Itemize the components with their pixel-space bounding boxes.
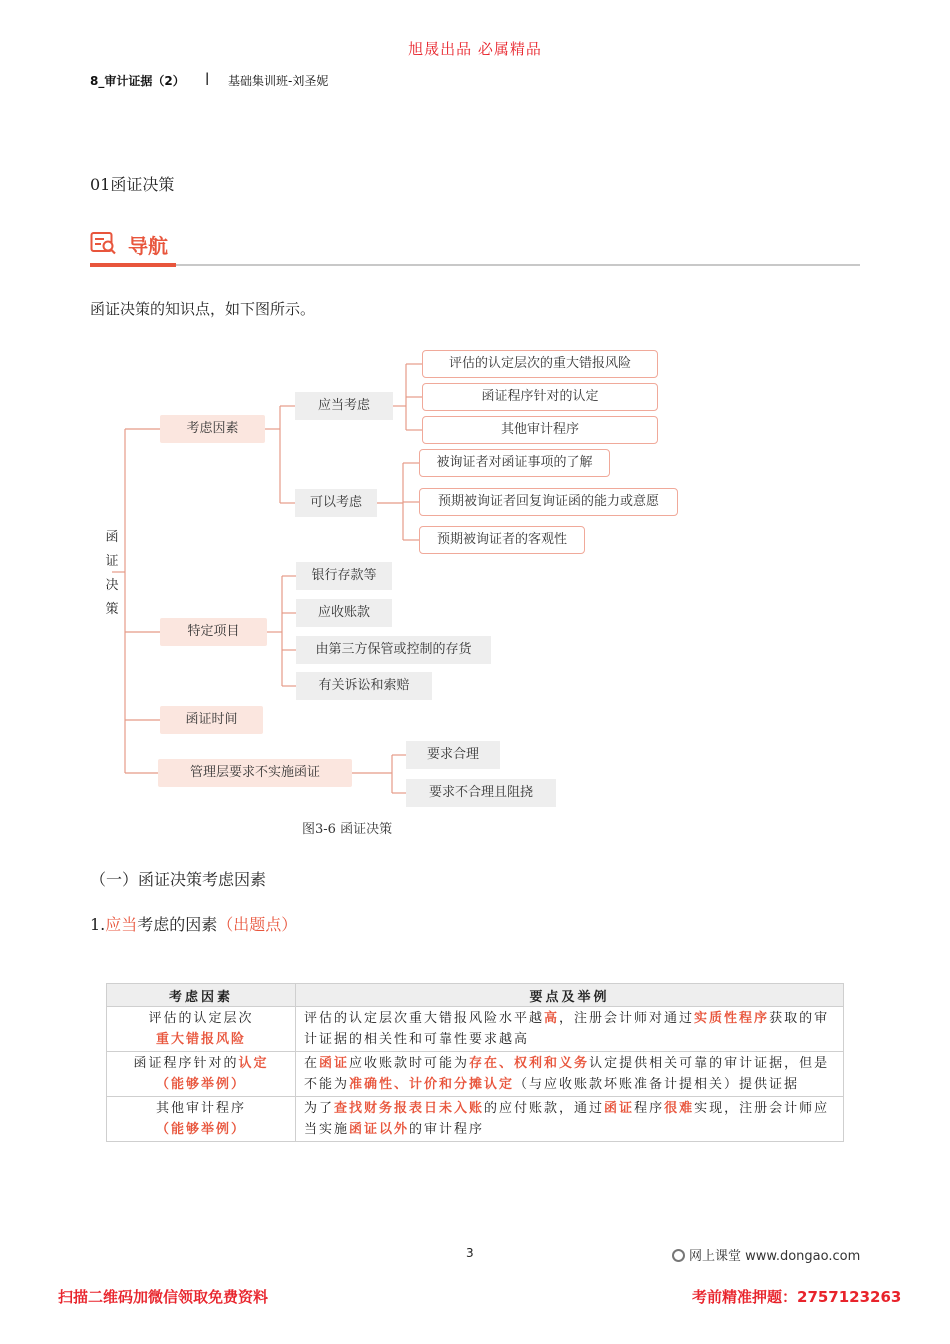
table-cell: 其他审计程序 （能够举例）	[107, 1097, 296, 1142]
node-should: 应当考虑	[295, 392, 393, 420]
nav-divider-accent	[90, 263, 176, 267]
node-should-item: 其他审计程序	[422, 416, 658, 444]
node-specific-item: 由第三方保管或控制的存货	[296, 636, 491, 664]
table-cell: 为了查找财务报表日未入账的应付账款，通过函证程序很难实现，注册会计师应当实施函证以外的审计程序	[296, 1097, 844, 1142]
subsection-heading: （一）函证决策考虑因素	[90, 870, 267, 889]
footer-brand: 网上课堂 www.dongao.com	[672, 1245, 860, 1264]
subsection-heading-2: 1.应当考虑的因素（出题点）	[90, 915, 298, 934]
node-should-item: 评估的认定层次的重大错报风险	[422, 350, 658, 378]
mindmap-root: 函 证 决 策	[105, 530, 119, 617]
node-may-item: 被询证者对函证事项的了解	[419, 449, 610, 477]
course-name: 基础集训班-刘圣妮	[228, 74, 329, 88]
node-may: 可以考虑	[295, 489, 377, 517]
node-specific: 特定项目	[160, 618, 267, 646]
intro-text: 函证决策的知识点，如下图所示。	[90, 300, 316, 318]
brand-logo-icon	[672, 1249, 685, 1262]
search-document-icon	[90, 231, 118, 259]
table-row	[107, 1007, 844, 1052]
table-cell: 评估的认定层次重大错报风险水平越高，注册会计师对通过实质性程序获取的审计证据的相关性和可靠性要求越高	[296, 1007, 844, 1052]
header-separator: |	[205, 71, 210, 85]
nav-heading: 导航	[128, 234, 168, 258]
node-timing: 函证时间	[160, 706, 263, 734]
footer-promo-left: 扫描二维码加微信领取免费资料	[58, 1288, 269, 1306]
chapter-title: 8_审计证据（2）	[90, 74, 185, 88]
node-consider: 考虑因素	[160, 415, 265, 443]
factors-table	[106, 983, 844, 1142]
node-specific-item: 银行存款等	[296, 562, 392, 590]
footer-promo-right: 考前精准押题：2757123263	[692, 1288, 902, 1306]
table-cell: 在函证应收账款时可能为存在、权利和义务认定提供相关可靠的审计证据，但是不能为准确性、计价和分摊认定（与应收账款坏账准备计提相关）提供证据	[296, 1052, 844, 1097]
node-mgmt-item: 要求不合理且阻挠	[406, 779, 556, 807]
table-cell: 评估的认定层次 重大错报风险	[107, 1007, 296, 1052]
page-number: 3	[466, 1246, 474, 1260]
table-cell: 函证程序针对的认定 （能够举例）	[107, 1052, 296, 1097]
node-mgmt: 管理层要求不实施函证	[158, 759, 352, 787]
node-mgmt-item: 要求合理	[406, 741, 500, 769]
node-may-item: 预期被询证者的客观性	[419, 526, 585, 554]
figure-caption: 图3-6 函证决策	[302, 822, 393, 837]
section-title: 01函证决策	[90, 175, 175, 194]
table-row	[107, 1052, 844, 1097]
node-specific-item: 有关诉讼和索赔	[296, 672, 432, 700]
node-should-item: 函证程序针对的认定	[422, 383, 658, 411]
table-header: 要点及举例	[296, 984, 844, 1007]
nav-divider	[90, 264, 860, 266]
node-specific-item: 应收账款	[296, 599, 392, 627]
top-banner: 旭晟出品 必属精品	[408, 40, 542, 58]
table-row	[107, 1097, 844, 1142]
node-may-item: 预期被询证者回复询证函的能力或意愿	[419, 488, 678, 516]
table-header-row	[107, 984, 844, 1007]
table-header: 考虑因素	[107, 984, 296, 1007]
